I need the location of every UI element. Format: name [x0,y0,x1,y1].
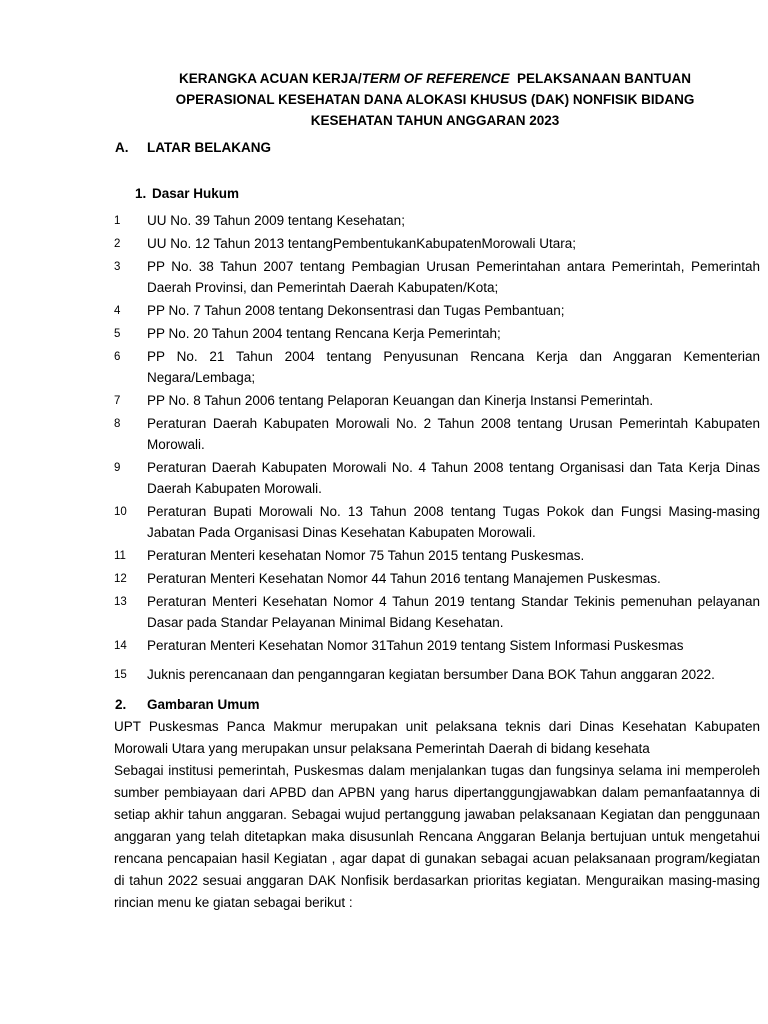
subsection-2-number: 2. [115,697,127,712]
list-item-text: Peraturan Daerah Kabupaten Morowali No. 4 Tahun 2008 tentang Organisasi dan Tata Kerja Dinas Daerah Kabupaten Morowali. [147,460,760,496]
list-item [114,635,760,656]
list-item [114,323,760,344]
list-item [114,501,760,543]
list-item-number: 9 [114,462,121,474]
list-item-text: Peraturan Menteri kesehatan Nomor 75 Tahun 2015 tentang Puskesmas. [147,548,585,563]
list-item-text: PP No. 21 Tahun 2004 tentang Penyusunan Rencana Kerja dan Anggaran Kementerian Negara/Lembaga; [147,349,760,385]
list-item-number: 13 [114,596,127,608]
list-item [114,300,760,321]
general-overview-text [114,716,760,914]
list-item [114,568,760,589]
list-item-text: Peraturan Bupati Morowali No. 13 Tahun 2008 tentang Tugas Pokok dan Fungsi Masing-masing Jabatan Pada Organisasi Dinas Kesehatan Kabupaten Morowali. [147,504,760,540]
list-item [114,545,760,566]
list-item [114,390,760,411]
title-line-1-suffix: PELAKSANAAN BANTUAN [509,71,692,86]
document-title [110,68,760,131]
list-item-number: 8 [114,418,121,430]
list-item [114,413,760,455]
list-item-number: 12 [114,573,127,585]
subsection-1-number: 1. [135,186,147,201]
title-line-1 [110,68,760,89]
list-item [114,591,760,633]
list-item-text: PP No. 38 Tahun 2007 tentang Pembagian Urusan Pemerintahan antara Pemerintah, Pemerintah Daerah Provinsi, dan Pemerintah Daerah Kabupaten/Kota; [147,259,760,295]
list-item [114,256,760,298]
section-a-letter: A. [115,140,129,155]
section-a-heading [115,140,271,155]
list-item-text: UU No. 12 Tahun 2013 tentangPembentukanKabupatenMorowali Utara; [147,236,577,251]
subsection-1-heading [135,186,239,201]
title-line-1-prefix: KERANGKA ACUAN KERJA/ [178,71,362,86]
title-line-2: OPERASIONAL KESEHATAN DANA ALOKASI KHUSUS (DAK) NONFISIK BIDANG [175,92,695,107]
list-item-text: PP No. 20 Tahun 2004 tentang Rencana Kerja Pemerintah; [147,326,501,341]
list-item [114,233,760,254]
list-item [114,664,760,685]
list-item-text: Peraturan Daerah Kabupaten Morowali No. 2 Tahun 2008 tentang Urusan Pemerintah Kabupaten Morowali. [147,416,760,452]
list-item-number: 14 [114,640,127,652]
list-item-text: Peraturan Menteri Kesehatan Nomor 4 Tahun 2019 tentang Standar Tekinis pemenuhan pelayanan Dasar pada Standar Pelayanan Minimal Bidang Kesehatan. [147,594,760,630]
list-item-number: 3 [114,261,121,273]
list-item [114,210,760,231]
list-item-text: UU No. 39 Tahun 2009 tentang Kesehatan; [147,213,405,228]
legal-basis-list [114,210,760,685]
list-item-number: 5 [114,328,121,340]
subsection-1-title: Dasar Hukum [152,186,240,201]
title-line-3: KESEHATAN TAHUN ANGGARAN 2023 [310,113,560,128]
subsection-2-heading [115,697,260,712]
subsection-2-title: Gambaran Umum [147,697,260,712]
list-item-number: 4 [114,305,121,317]
list-item [114,457,760,499]
list-item-text: Peraturan Menteri Kesehatan Nomor 44 Tahun 2016 tentang Manajemen Puskesmas. [147,571,661,586]
list-item-text: PP No. 7 Tahun 2008 tentang Dekonsentrasi dan Tugas Pembantuan; [147,303,565,318]
list-item-number: 7 [114,395,121,407]
list-item-text: PP No. 8 Tahun 2006 tentang Pelaporan Keuangan dan Kinerja Instansi Pemerintah. [147,393,654,408]
list-item-number: 15 [114,669,127,681]
list-item-text: Juknis perencanaan dan penganngaran kegiatan bersumber Dana BOK Tahun anggaran 2022. [147,667,715,682]
list-item-number: 10 [114,506,127,518]
paragraph: Sebagai institusi pemerintah, Puskesmas dalam menjalankan tugas dan fungsinya selama ini memperoleh sumber pembiayaan dari APBD dan APBN yang harus dipertanggungjawabkan dalam pemanfaatannya di setiap akhir tahun anggaran. Sebagai wujud pertanggung jawaban pelaksanaan Kegiatan dan penggunaan anggaran yang telah ditetapkan maka disusunlah Rencana Anggaran Belanja bertujuan untuk mengetahui rencana pencapaian hasil Kegiatan , agar dapat di gunakan sebagai acuan pelaksanaan program/kegiatan di tahun 2022 sesuai anggaran DAK Nonfisik berdasarkan prioritas kegiatan. Menguraikan masing-masing rincian menu ke giatan sebagai berikut : [114,763,760,910]
list-item [114,346,760,388]
list-item-number: 1 [114,215,121,227]
title-line-1-italic: TERM OF REFERENCE [361,71,510,86]
paragraph: UPT Puskesmas Panca Makmur merupakan unit pelaksana teknis dari Dinas Kesehatan Kabupaten Morowali Utara yang merupakan unsur pelaksana Pemerintah Daerah di bidang kesehata [114,719,760,756]
section-a-title: LATAR BELAKANG [147,140,271,155]
list-item-number: 2 [114,238,121,250]
list-item-number: 11 [114,550,126,562]
list-item-number: 6 [114,351,121,363]
list-item-text: Peraturan Menteri Kesehatan Nomor 31Tahun 2019 tentang Sistem Informasi Puskesmas [147,638,684,653]
